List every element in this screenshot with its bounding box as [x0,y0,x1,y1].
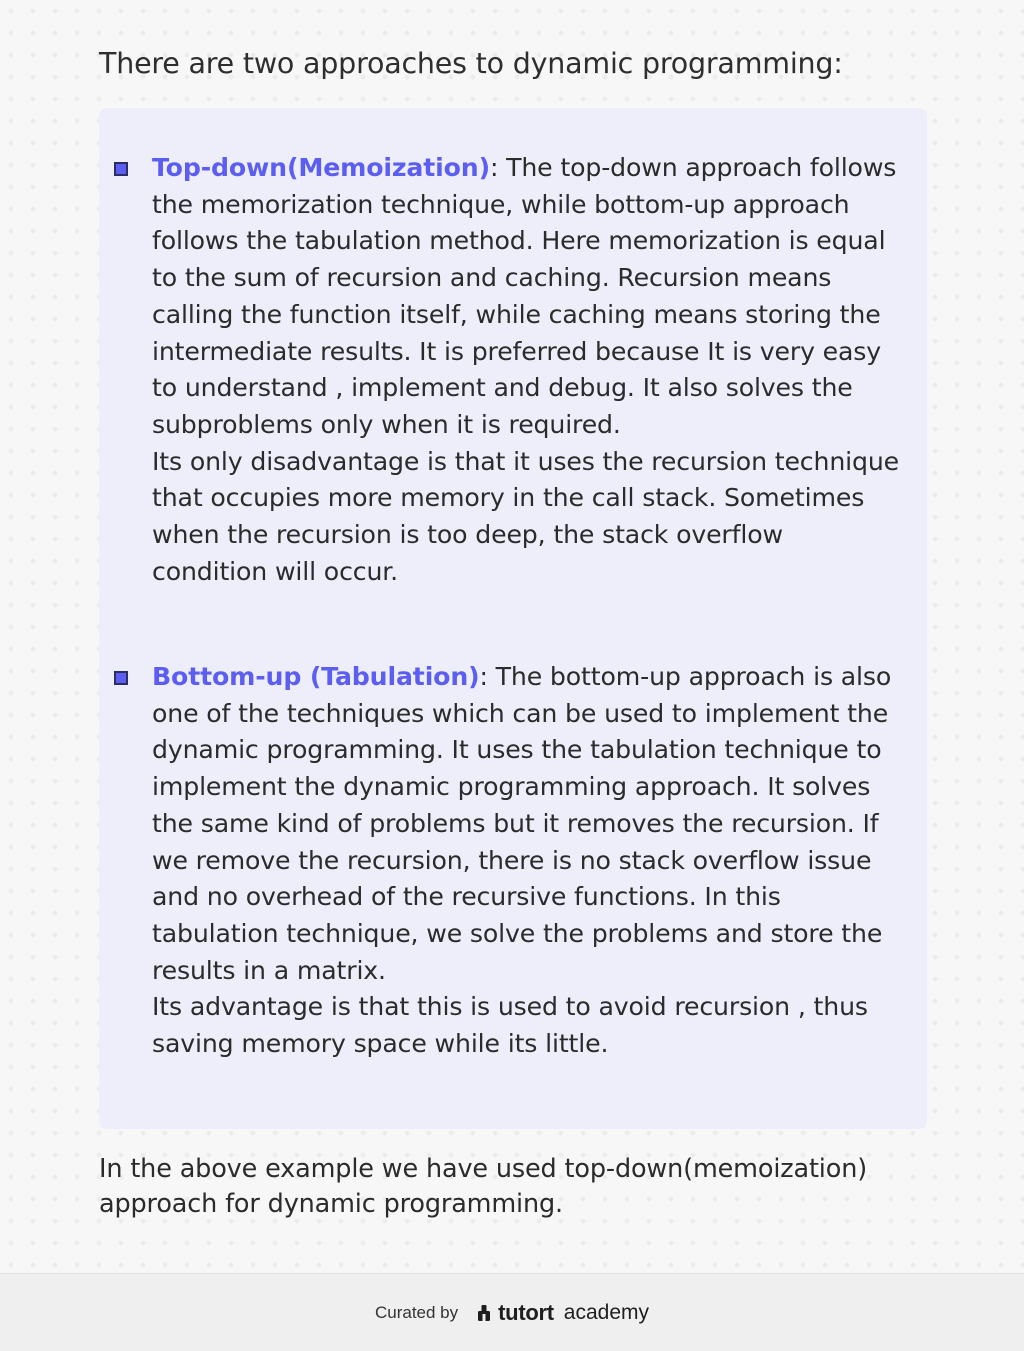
approach-item-top-down [152,150,902,590]
approach-description [152,150,902,444]
square-bullet-icon [114,671,128,685]
approach-note: Its only disadvantage is that it uses the recursion technique that occupies more memory in the call stack. Sometimes when the recursion is too deep, the stack overflow condition will occur. [152,446,899,586]
intro-text: There are two approaches to dynamic programming: [99,47,843,80]
tutort-logo-icon [476,1304,492,1322]
curated-by-label: Curated by [374,1302,459,1322]
approach-item-bottom-up [152,659,902,1063]
square-bullet-icon [114,162,128,176]
approach-description-text: : The bottom-up approach is also one of the techniques which can be used to implement the dynamic programming. It uses the tabulation technique to implement the dynamic programming approach. It solves the same kind of problems but it removes the recursion. If we remove the recursion, there is no stack overflow issue and no overhead of the recursive functions. In this tabulation technique, we solve the problems and store the results in a matrix. [152,662,892,985]
approach-term: Bottom-up (Tabulation) [152,662,480,691]
approach-description-text: : The top-down approach follows the memorization technique, while bottom-up approach follows the tabulation method. Here memorization is equal to the sum of recursion and caching. Recursion means calling the function itself, while caching means storing the intermediate results. It is preferred because It is very easy to understand , implement and debug. It also solves the subproblems only when it is required. [152,153,897,439]
brand-subtitle: academy [563,1300,649,1324]
brand-name: tutort [498,1299,554,1325]
footer [0,1273,1024,1351]
approaches-panel [99,108,927,1129]
outro-text: In the above example we have used top-down(memoization) approach for dynamic programming. [99,1154,868,1219]
approach-term: Top-down(Memoization) [152,153,490,182]
approach-note: Its advantage is that this is used to avoid recursion , thus saving memory space while its little. [152,992,868,1059]
approach-description [152,659,902,989]
brand-logo [476,1300,649,1326]
